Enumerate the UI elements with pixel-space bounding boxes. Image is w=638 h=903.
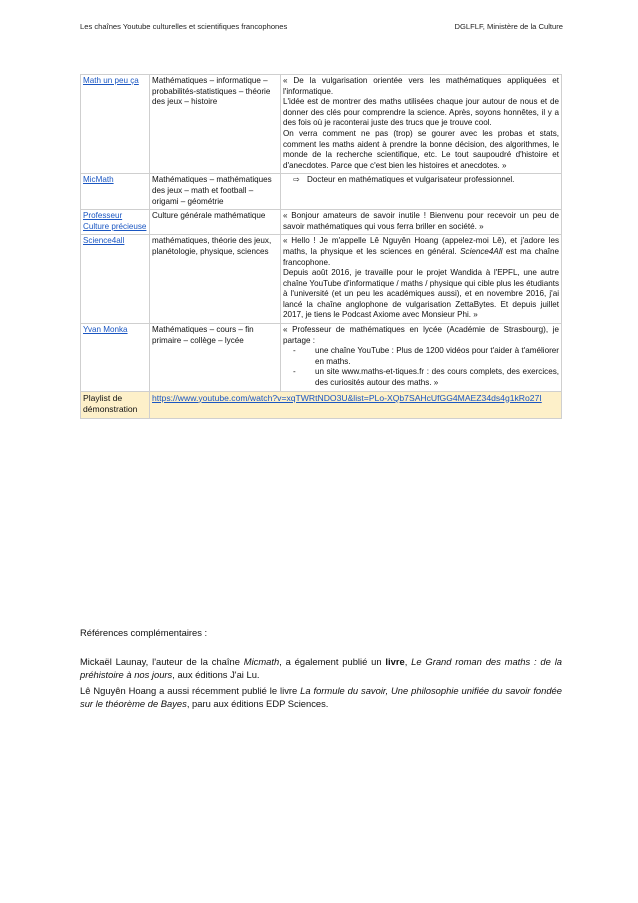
reference-text: Lê Nguyên Hoang a aussi récemment publié le livre [80,685,301,696]
description-text: Docteur en mathématiques et vulgarisateur professionnel. [307,175,515,185]
list-item: - un site www.maths-et-tiques.fr : des cours complets, des exercices, des curiosités autour des maths. » [293,367,559,388]
table-row [81,235,562,324]
playlist-link[interactable]: https://www.youtube.com/watch?v=xqTWRtNDO3U&list=PLo-XQb7SAHcUfGG4MAEZ34ds4g1kRo27I [152,392,542,403]
channel-description [281,324,562,392]
reference-text: , paru aux éditions EDP Sciences. [186,698,329,709]
reference-paragraph [80,655,562,681]
references-section [80,626,562,639]
channel-description [281,75,562,174]
table-row [81,174,562,210]
channel-topics: Mathématiques – mathématiques des jeux – math et football – origami – géométrie [150,174,281,210]
playlist-row [81,391,562,418]
reference-text: Mickaël Launay, l'auteur de la chaîne [80,656,244,667]
channel-description [281,235,562,324]
references-body [80,655,562,710]
reference-emphasis: Micmath [243,656,280,667]
channel-link[interactable]: Math un peu ça [83,76,139,85]
playlist-label: Playlist de démonstration [81,391,150,418]
channels-table [80,74,562,419]
reference-bold: livre [385,656,405,667]
channel-topics: Culture générale mathématique [150,210,281,235]
channel-link[interactable]: MicMath [83,175,114,185]
header-publisher: DGLFLF, Ministère de la Culture [454,22,563,31]
reference-text: , a également publié un [279,656,386,667]
list-item-text: une chaîne YouTube : Plus de 1200 vidéos pour t'aider à t'améliorer en maths. [315,346,559,366]
book-title: Le Grand roman des maths : de la préhistoire à nos jours [80,656,562,680]
arrow-icon: ⇨ [293,175,300,185]
book-title: La formule du savoir, Une philosophie unifiée du savoir fondée sur le théorème de Bayes [80,685,562,709]
channel-topics: mathématiques, théorie des jeux, planétologie, physique, sciences [150,235,281,324]
description-text: « Professeur de mathématiques en lycée (Académie de Strasbourg), je partage : [283,325,559,345]
reference-text: , [404,656,412,667]
description-emphasis: Science4All [460,246,503,256]
reference-paragraph [80,684,562,710]
channel-link[interactable]: Yvan Monka [83,325,128,335]
references-heading: Références complémentaires : [80,627,208,638]
channel-link[interactable]: Professeur Culture précieuse [83,211,147,231]
table-row [81,210,562,235]
table-row [81,75,562,174]
header-title: Les chaînes Youtube culturelles et scientifiques francophones [80,22,288,31]
channel-description: « Bonjour amateurs de savoir inutile ! Bienvenu pour recevoir un peu de savoir mathématiques qui vous ferra briller en société. » [281,210,562,235]
description-list [283,346,559,388]
channel-topics: Mathématiques – cours – fin primaire – collège – lycée [150,324,281,392]
channel-link[interactable]: Science4all [83,236,125,246]
description-text: « Hello ! Je m'appelle Lê Nguyên Hoang (appelez-moi Lê), et j'adore les maths, la physique et les sciences en général. [283,236,559,256]
description-text: « De la vulgarisation orientée vers les mathématiques appliquées et l'informatique. L'idée est de montrer des maths utilisées chaque jour autour de nous et de donner des clés pour comprendre la science. Après, soyons honnêtes, il y a des fois où je raconterai juste des trucs que je trouve cool. On verra comment ne pas (trop) se gourer avec les probas et stats, comment les maths aident à prendre la bonne décision, des algorithmes, le monde de la recherche scientifique, etc. Le tout saupoudré d'histoire et d'anecdotes. Parce que c'est bien les histoires et anecdotes. » [283,76,559,170]
table-row [81,324,562,392]
reference-text: , aux éditions J'ai Lu. [172,669,260,680]
channel-topics: Mathématiques – informatique – probabilités-statistiques – théorie des jeux – histoire [150,75,281,174]
list-item: - une chaîne YouTube : Plus de 1200 vidéos pour t'aider à t'améliorer en maths. [293,346,559,366]
channel-description [281,174,562,210]
description-text: est ma chaîne francophone. Depuis août 2016, je travaille pour le projet Wandida à l'EPFL, une autre chaîne YouTube d'informatique / maths / physique qui cible plus les étudiants à l'université (et un peu les académiques aussi), et en novembre 2016, j'ai lancé la chaîne anglophone de vulgarisation ZettaBytes. Et depuis juillet 2017, je tiens le Podcast Axiome avec Monsieur Phi. » [283,246,559,320]
list-item-text: un site www.maths-et-tiques.fr : des cours complets, des exercices, des curiosités autour des maths. » [315,367,559,388]
